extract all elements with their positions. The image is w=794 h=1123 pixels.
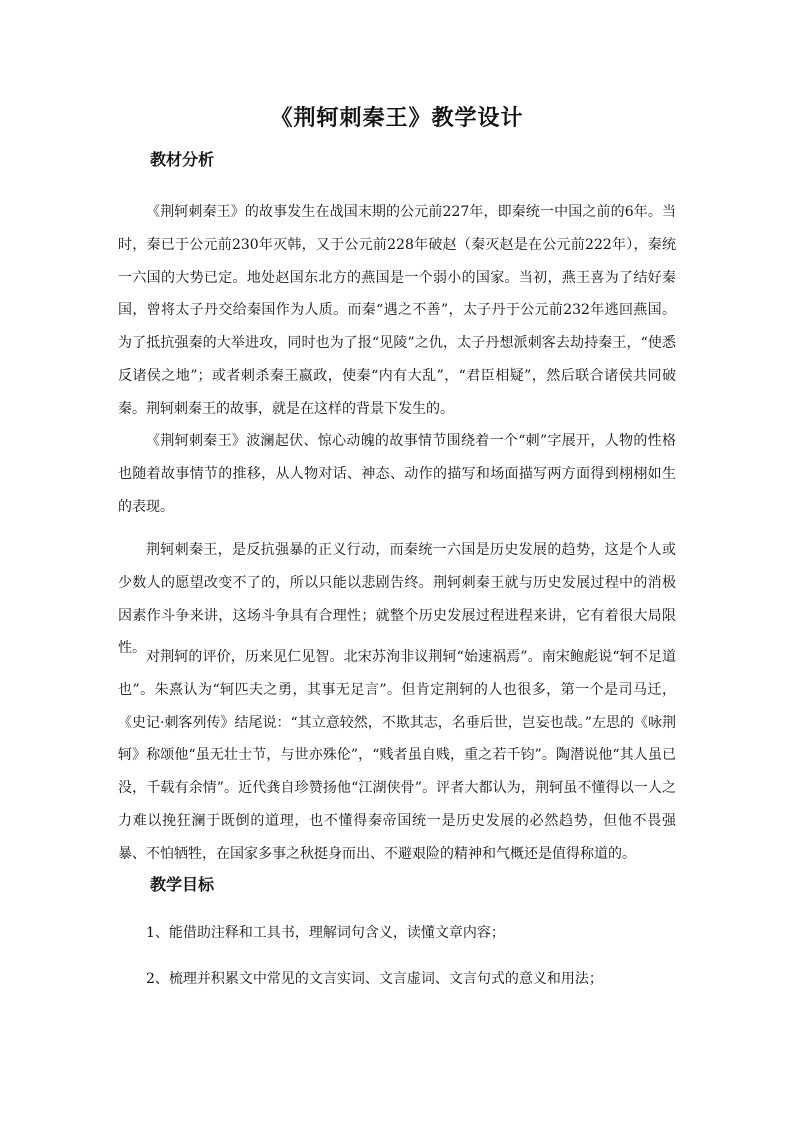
document-title: 《荆轲刺秦王》教学设计	[270, 105, 524, 131]
paragraph: 《荆轲刺秦王》波澜起伏、惊心动魄的故事情节围绕着一个“刺”字展开，人物的性格也随着故事情节的推移，从人物对话、神态、动作的描写和场面描写两方面得到栩栩如生的表现。	[118, 433, 676, 515]
paragraph: 对荆轲的评价，历来见仁见智。北宋苏洵非议荆轲“始速祸焉”。南宋鲍彪说“轲不足道也”。朱熹认为“轲匹夫之勇，其事无足言”。但肯定荆轲的人也很多，第一个是司马迁，《史记·刺客列传》结尾说：“其立意较然，不欺其志，名垂后世，岂妄也哉。”左思的《咏荆轲》称颂他“虽无壮士节，与世亦殊伦”，“贱者虽自贱，重之若千钧”。陶潜说他“其人虽已没，千载有余情”。近代龚自珍赞扬他“江湖侠骨”。评者大都认为，荆轲虽不懂得以一人之力难以挽狂澜于既倒的道理，也不懂得秦帝国统一是历史发展的必然趋势，但他不畏强暴、不怕牺牲，在国家多事之秋挺身而出、不避艰险的精神和气概还是值得称道的。	[118, 649, 676, 862]
paragraph: 《荆轲刺秦王》的故事发生在战国末期的公元前227年，即秦统一中国之前的6年。当时，秦已于公元前230年灭韩，又于公元前228年破赵（秦灭赵是在公元前222年），秦统一六国的大势已定。地处赵国东北方的燕国是一个弱小的国家。当初，燕王喜为了结好秦国，曾将太子丹交给秦国作为人质。而秦“遇之不善”，太子丹于公元前232年逃回燕国。为了抵抗强秦的大举进攻，同时也为了报“见陵”之仇，太子丹想派刺客去劫持秦王，“使悉反诸侯之地”；或者刺杀秦王嬴政，使秦“内有大乱”，“君臣相疑”，然后联合诸侯共同破秦。荆轲刺秦王的故事，就是在这样的背景下发生的。	[118, 204, 676, 417]
paragraph: 荆轲刺秦王，是反抗强暴的正义行动，而秦统一六国是历史发展的趋势，这是个人或少数人的愿望改变不了的，所以只能以悲剧告终。荆轲刺秦王就与历史发展过程中的消极因素作斗争来讲，这场斗争具有合理性；就整个历史发展过程进程来讲，它有着很大局限性。	[118, 542, 676, 657]
section-heading-goals: 教学目标	[150, 875, 215, 894]
section-heading-analysis: 教材分析	[150, 150, 215, 169]
list-item: 1、能借助注释和工具书，理解词句含义，读懂文章内容；	[146, 925, 505, 941]
list-item: 2、梳理并积累文中常见的文言实词、文言虚词、文言句式的意义和用法；	[146, 971, 603, 987]
